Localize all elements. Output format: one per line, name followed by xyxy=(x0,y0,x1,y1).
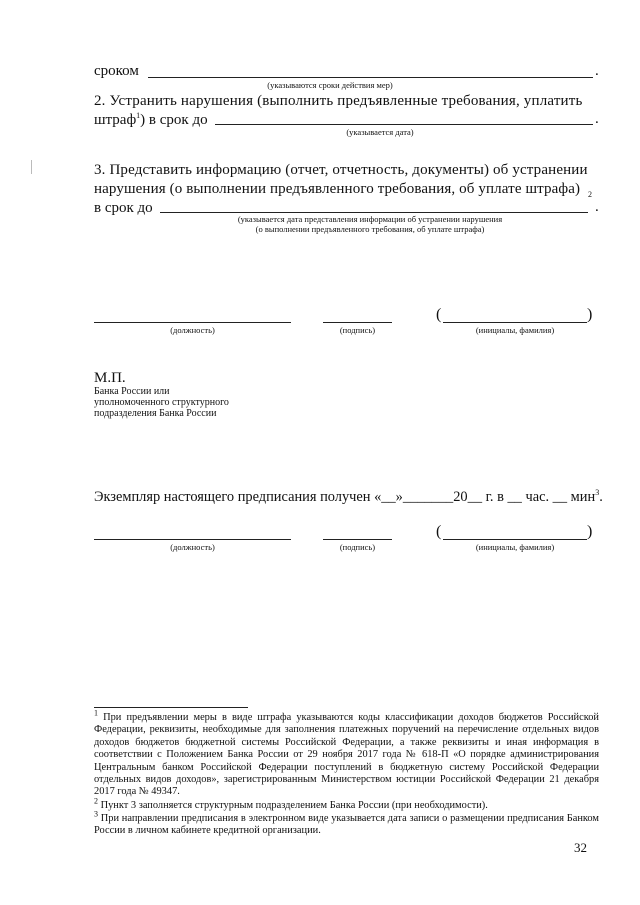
position-line-2 xyxy=(94,539,291,540)
received-line: Экземпляр настоящего предписания получен «__»_______20__ г. в __ час. __ мин$^3$. xyxy=(94,488,603,505)
footnote-2: $^2$ Пункт 3 заполняется структурным подразделением Банка России (при необходимости). xyxy=(94,796,488,811)
page-number: 32 xyxy=(574,840,587,855)
paren-open-1: ( xyxy=(436,306,442,323)
date-field-line xyxy=(215,124,593,125)
item3-period: . xyxy=(595,199,599,215)
stamp-line-2: уполномоченного структурного xyxy=(94,397,229,408)
footnote-ref-2: 2 xyxy=(588,190,592,199)
period-field-line xyxy=(148,77,593,78)
item2-hint: (указывается дата) xyxy=(346,127,414,137)
footnote-ref-1: 1 xyxy=(136,111,141,120)
signature-line-2 xyxy=(323,539,392,540)
stamp-line-3: подразделения Банка России xyxy=(94,408,217,419)
paren-close-2: ) xyxy=(587,523,593,540)
stamp-line-1: Банка России или xyxy=(94,386,170,397)
paren-close-1: ) xyxy=(587,306,593,323)
signature-line-1 xyxy=(323,322,392,323)
initials-caption-1: (инициалы, фамилия) xyxy=(475,325,555,335)
footnote-1: $^1$ При предъявлении меры в виде штрафа указываются коды классификации доходов бюджетов Российской Федерации, реквизиты, необходимые для заполнения платежных поручений на перечисление отдельных видов доходов бюджетов бюджетной системы Российской Федерации, а также реквизиты и иная информация в соответствии с Положением Банка России от 29 ноября 2017 года № 618-П «О порядке администрирования Центральным банком Российской Федерации поступлений в бюджетную систему Российской Федерации отдельных видов доходов», зарегистрированным Министерством юстиции Российской Федерации 21 декабря 2017 года № 49347. xyxy=(94,708,599,798)
item3-line3: в срок до xyxy=(94,200,153,216)
footnote-separator xyxy=(94,707,248,708)
signature-caption-2: (подпись) xyxy=(339,542,376,552)
item1-period: . xyxy=(595,63,599,79)
item2-line1: 2. Устранить нарушения (выполнить предъявленные требования, уплатить xyxy=(94,93,583,109)
srokom-label: сроком xyxy=(94,63,139,79)
initials-line-1 xyxy=(443,322,587,323)
paren-open-2: ( xyxy=(436,523,442,540)
footnote-3: $^3$ При направлении предписания в электронном виде указывается дата записи о размещении предписания Банком России в личном кабинете кредитной организации. xyxy=(94,809,599,837)
item3-line1: 3. Представить информацию (отчет, отчетность, документы) об устранении xyxy=(94,162,588,178)
position-caption-2: (должность) xyxy=(170,542,215,552)
initials-caption-2: (инициалы, фамилия) xyxy=(475,542,555,552)
item3-line2: нарушения (о выполнении предъявленного требования, об уплате штрафа) xyxy=(94,181,581,197)
item1-hint: (указываются сроки действия мер) xyxy=(267,80,393,90)
item3-hint-2: (о выполнении предъявленного требования, об уплате штрафа) xyxy=(255,224,485,234)
position-line-1 xyxy=(94,322,291,323)
item3-hint-1: (указывается дата представления информации об устранении нарушения xyxy=(237,214,503,224)
stamp-mp: М.П. xyxy=(94,370,126,386)
item2-period: . xyxy=(595,111,599,127)
signature-caption-1: (подпись) xyxy=(339,325,376,335)
margin-mark xyxy=(31,160,32,174)
footnote-ref-3: 3 xyxy=(595,488,600,498)
item2-line2: штраф$^1$) в срок до xyxy=(94,111,208,128)
info-date-field-line xyxy=(160,212,588,213)
position-caption-1: (должность) xyxy=(170,325,215,335)
initials-line-2 xyxy=(443,539,587,540)
